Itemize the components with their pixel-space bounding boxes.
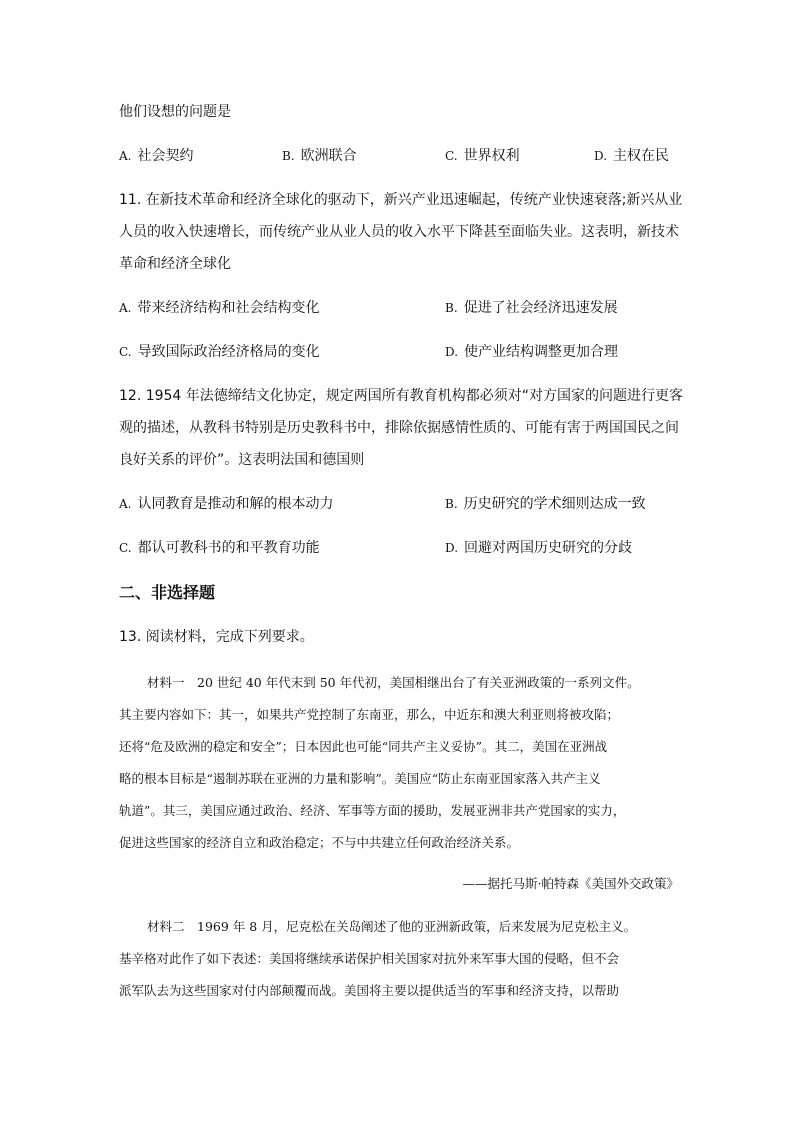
q13-stem: 13. 阅读材料，完成下列要求。 (119, 629, 314, 645)
option-text: 都认可教科书的和平教育功能 (137, 540, 320, 556)
q10-option-d (594, 146, 669, 166)
material1-source: ——据托马斯·帕特森《美国外交政策》 (462, 876, 679, 891)
option-text: 历史研究的学术细则达成一致 (463, 496, 646, 512)
q12-stem-line: 12. 1954 年法德缔结文化协定，规定两国所有教育机构都必须对“对方国家的问题进行更客 (119, 388, 684, 404)
option-key: B. (445, 301, 458, 315)
q12-stem-line: 观的描述，从教科书特别是历史教科书中，排除依据感情性质的、可能有害于两国国民之间 (119, 420, 679, 436)
material1-line: 促进这些国家的经济自立和政治稳定；不与中共建立任何政治经济关系。 (119, 835, 520, 850)
q12-option-c (119, 538, 320, 558)
option-text: 回避对两国历史研究的分歧 (464, 540, 633, 556)
option-text: 世界权利 (463, 148, 520, 164)
q11-option-d (445, 342, 618, 362)
material2-line: 材料二 1969 年 8 月，尼克松在关岛阐述了他的亚洲新政策，后来发展为尼克松主义。 (147, 919, 637, 934)
q11-stem-line: 人员的收入快速增长，而传统产业从业人员的收入水平下降甚至面临失业。这表明，新技术 (119, 224, 679, 240)
option-text: 社会契约 (137, 148, 194, 164)
option-key: D. (445, 345, 459, 359)
section-heading: 二、非选择题 (119, 583, 216, 602)
option-text: 主权在民 (613, 148, 670, 164)
option-key: B. (282, 149, 295, 163)
q10-stem-tail: 他们设想的问题是 (119, 104, 231, 120)
option-key: A. (119, 497, 132, 511)
option-text: 使产业结构调整更加合理 (464, 344, 619, 360)
option-key: D. (445, 541, 459, 555)
option-text: 欧洲联合 (300, 148, 357, 164)
option-key: B. (445, 497, 458, 511)
option-key: C. (119, 541, 132, 555)
q12-option-b (445, 494, 646, 514)
q12-stem-line: 良好关系的评价”。这表明法国和德国则 (119, 452, 365, 468)
q11-option-b (445, 298, 618, 318)
material1-line: 其主要内容如下：其一，如果共产党控制了东南亚，那么，中近东和澳大利亚则将被攻陷； (119, 707, 620, 722)
option-key: C. (445, 149, 458, 163)
q10-option-a (119, 146, 193, 166)
option-key: D. (594, 149, 608, 163)
material1-line: 轨道”。其三，美国应通过政治、经济、军事等方面的援助，发展亚洲非共产党国家的实力， (119, 803, 626, 818)
q10-option-b (282, 146, 357, 166)
q10-option-c (445, 146, 520, 166)
option-text: 认同教育是推动和解的根本动力 (137, 496, 334, 512)
q12-option-d (445, 538, 632, 558)
option-key: A. (119, 149, 132, 163)
material1-line: 材料一 20 世纪 40 年代末到 50 年代初，美国相继出台了有关亚洲政策的一系列文件。 (147, 675, 640, 690)
q12-option-a (119, 494, 333, 514)
q11-option-c (119, 342, 320, 362)
option-text: 促进了社会经济迅速发展 (463, 300, 618, 316)
option-key: A. (119, 301, 132, 315)
material1-line: 还将“危及欧洲的稳定和安全”；日本因此也可能“同共产主义妥协”。其二，美国在亚洲战 (119, 739, 608, 754)
option-key: C. (119, 345, 132, 359)
q11-stem-line: 革命和经济全球化 (119, 256, 231, 272)
option-text: 导致国际政治经济格局的变化 (137, 344, 320, 360)
option-text: 带来经济结构和社会结构变化 (137, 300, 320, 316)
material2-line: 派军队去为这些国家对付内部颠覆而战。美国将主要以提供适当的军事和经济支持，以帮助 (119, 983, 620, 998)
material1-line: 略的根本目标是“遏制苏联在亚洲的力量和影响”。美国应“防止东南亚国家落入共产主义 (119, 771, 601, 786)
q11-stem-line: 11. 在新技术革命和经济全球化的驱动下，新兴产业迅速崛起，传统产业快速衰落;新兴从业 (119, 192, 683, 208)
q11-option-a (119, 298, 319, 318)
material2-line: 基辛格对此作了如下表述：美国将继续承诺保护相关国家对抗外来军事大国的侵略，但不会 (119, 951, 620, 966)
